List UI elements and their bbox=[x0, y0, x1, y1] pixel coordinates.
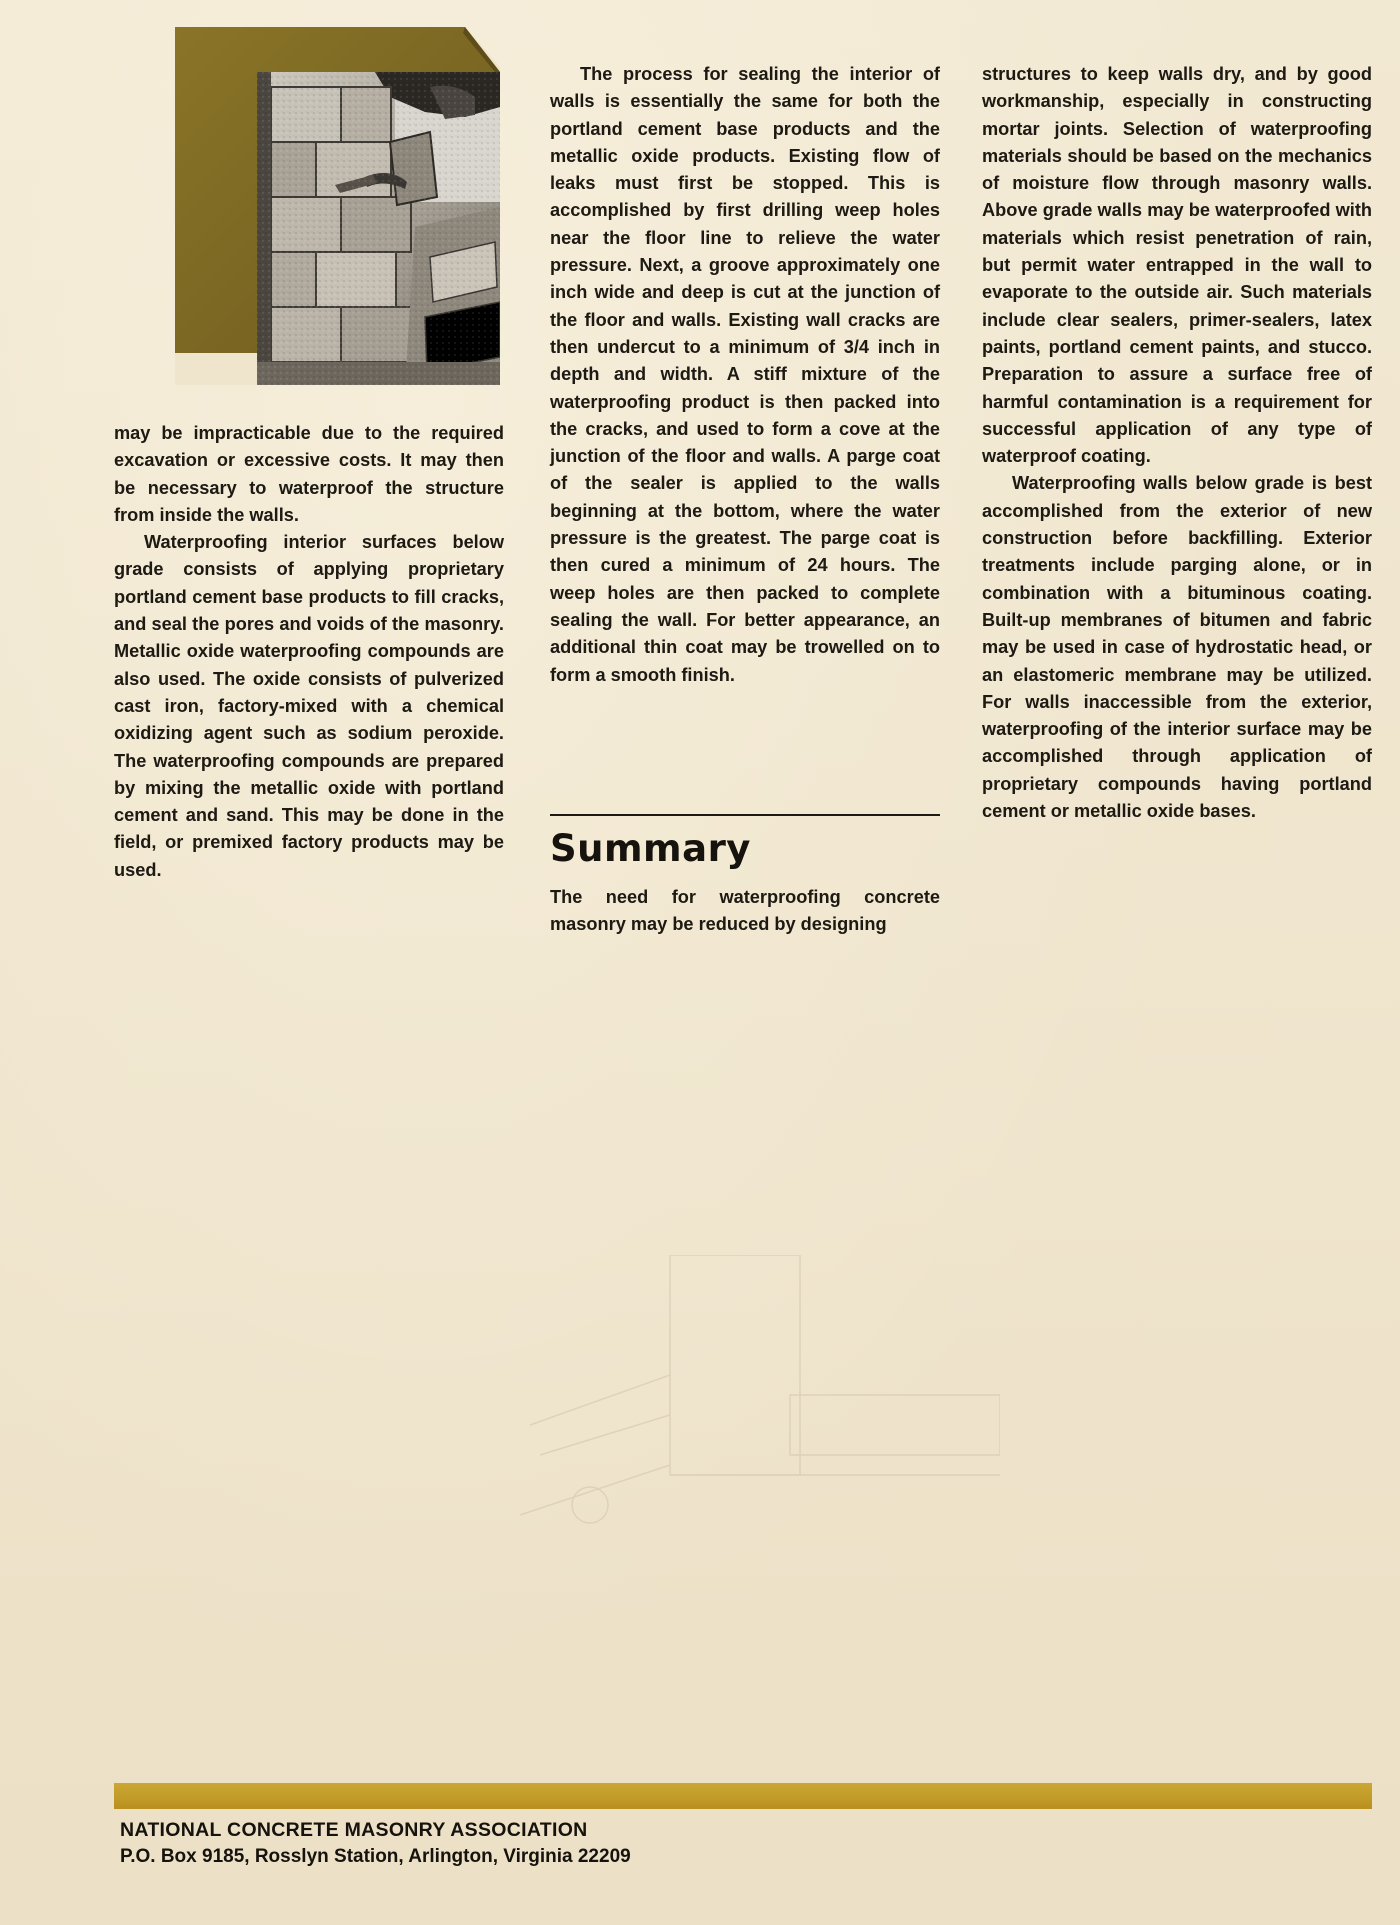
text-column-left bbox=[114, 420, 504, 884]
text-column-middle bbox=[550, 61, 940, 689]
paragraph: The need for waterproofing concrete masonry may be reduced by designing bbox=[550, 887, 940, 935]
text-column-right bbox=[982, 61, 1372, 825]
footer-bar bbox=[114, 1783, 1372, 1809]
paragraph: structures to keep walls dry, and by good workmanship, especially in constructing mortar joints. Selection of waterproofing materials should be based on the mechanics of moisture flow through masonry walls. Above grade walls may be waterproofed with materials which resist penetration of rain, but permit water entrapped in the wall to evaporate to the outside air. Such materials include clear sealers, primer-sealers, latex paints, portland cement paints, and stucco. Preparation to assure a surface free of harmful contamination is a requirement for successful application of any type of waterproof coating. bbox=[982, 64, 1372, 467]
masonry-wall-photo bbox=[175, 27, 500, 385]
paragraph: may be impracticable due to the required excavation or excessive costs. It may then be necessary to waterproof the structure from inside the walls. bbox=[114, 423, 504, 525]
paragraph: Waterproofing interior surfaces below grade consists of applying proprietary portland cement base products to fill cracks, and seal the pores and voids of the masonry. Metallic oxide waterproofing compounds are also used. The oxide consists of pulverized cast iron, factory-mixed with a chemical oxidizing agent such as sodium peroxide. The waterproofing compounds are prepared by mixing the metallic oxide with portland cement and sand. This may be done in the field, or premixed factory products may be used. bbox=[114, 532, 504, 880]
footer-address: P.O. Box 9185, Rosslyn Station, Arlington, Virginia 22209 bbox=[120, 1846, 631, 1867]
section-divider bbox=[550, 814, 940, 816]
summary-heading: Summary bbox=[550, 827, 751, 870]
summary-intro bbox=[550, 884, 940, 939]
paragraph: The process for sealing the interior of walls is essentially the same for both the portland cement base products and the metallic oxide products. Existing flow of leaks must first be stopped. This is accomplished by first drilling weep holes near the floor line to relieve the water pressure. Next, a groove approximately one inch wide and deep is cut at the junction of the floor and walls. Existing wall cracks are then undercut to a minimum of 3/4 inch in depth and width. A stiff mixture of the waterproofing product is then packed into the cracks, and used to form a cove at the junction of the floor and walls. A parge coat of the sealer is applied to the walls beginning at the bottom, where the water pressure is the greatest. The parge coat is then cured a minimum of 24 hours. The weep holes are then packed to complete sealing the wall. For better appearance, an additional thin coat may be trowelled on to form a smooth finish. bbox=[550, 64, 940, 685]
footer-organization: NATIONAL CONCRETE MASONRY ASSOCIATION bbox=[120, 1819, 588, 1841]
paragraph: Waterproofing walls below grade is best accomplished from the exterior of new construction before backfilling. Exterior treatments include parging alone, or in combination with a bituminous coating. Built-up membranes of bitumen and fabric may be used in case of hydrostatic head, or an elastomeric membrane may be utilized. For walls inaccessible from the exterior, waterproofing of the interior surface may be accomplished through application of proprietary compounds having portland cement or metallic oxide bases. bbox=[982, 473, 1372, 822]
show-through-drawing bbox=[520, 1255, 1000, 1555]
